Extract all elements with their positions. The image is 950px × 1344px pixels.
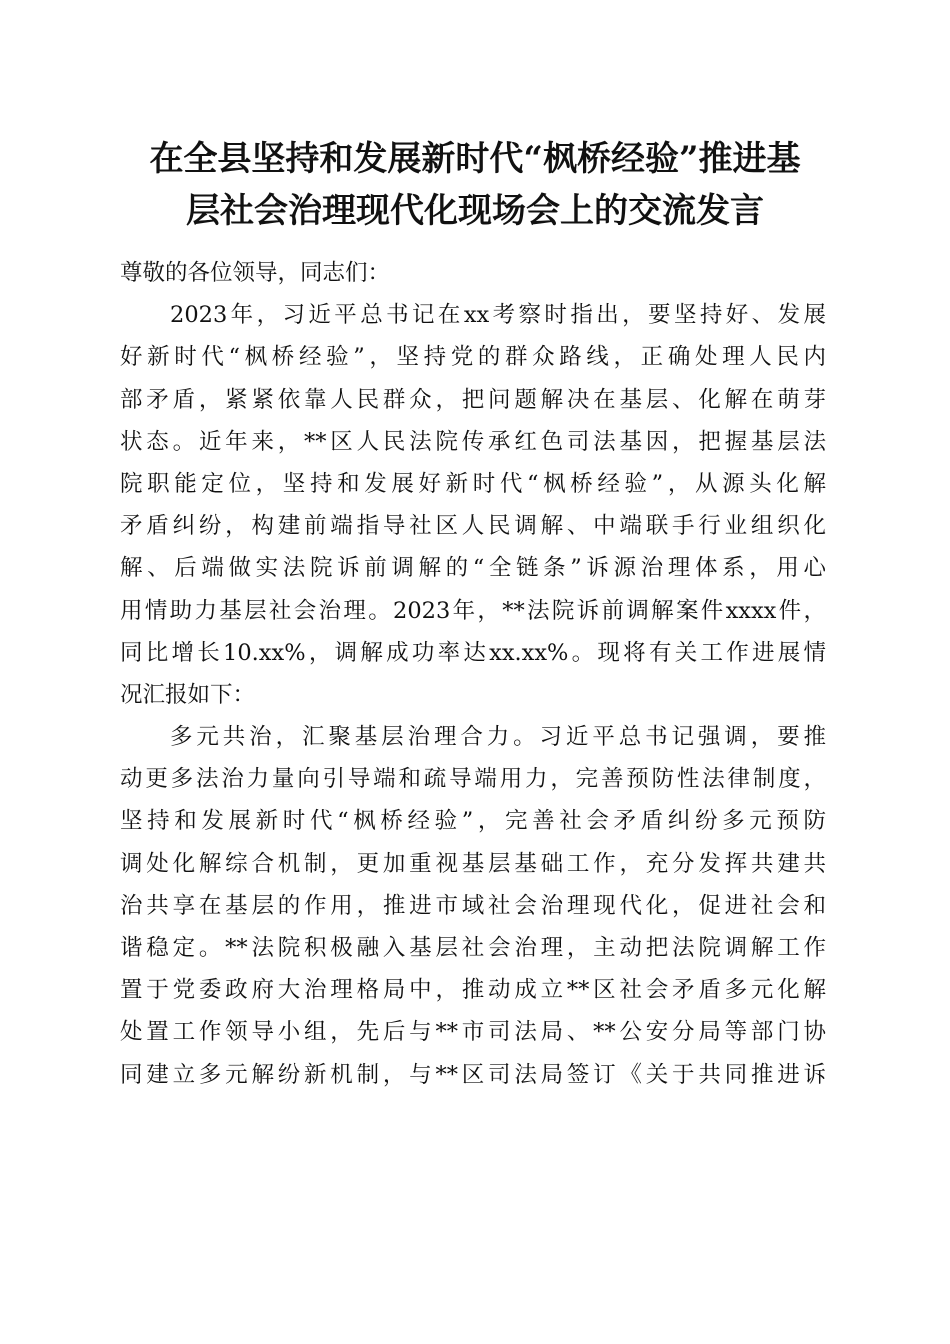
paragraph-2-line-3: 坚持和发展新时代“枫桥经验”，完善社会矛盾纠纷多元预防 [120,808,826,835]
paragraph-2-line-9: 同建立多元解纷新机制，与**区司法局签订《关于共同推进诉 [120,1061,826,1088]
paragraph-1-line-9: 同比增长10.xx%，调解成功率达xx.xx%。现将有关工作进展情 [120,639,826,666]
title-line-1: 在全县坚持和发展新时代“枫桥经验”推进基 [149,139,801,179]
title-line-2: 层社会治理现代化现场会上的交流发言 [186,191,764,231]
paragraph-1-line-5: 院职能定位，坚持和发展好新时代“枫桥经验”，从源头化解 [120,470,826,497]
paragraph-2-line-4: 调处化解综合机制，更加重视基层基础工作，充分发挥共建共 [120,850,826,877]
paragraph-2-line-1: 多元共治，汇聚基层治理合力。习近平总书记强调，要推 [170,724,826,751]
paragraph-1-line-1: 2023年，习近平总书记在xx考察时指出，要坚持好、发展 [170,302,826,329]
paragraph-1-line-8: 用情助力基层社会治理。2023年，**法院诉前调解案件xxxx件， [120,597,826,624]
document-body [120,252,826,1096]
paragraph-1-line-6: 矛盾纠纷，构建前端指导社区人民调解、中端联手行业组织化 [120,513,826,540]
paragraph-2-line-5: 治共享在基层的作用，推进市域社会治理现代化，促进社会和 [120,892,826,919]
paragraph-2-line-2: 动更多法治力量向引导端和疏导端用力，完善预防性法律制度， [120,766,826,793]
paragraph-1-line-10: 况汇报如下： [120,681,256,708]
paragraph-2-line-6: 谐稳定。**法院积极融入基层社会治理，主动把法院调解工作 [120,935,826,961]
document-title [100,133,850,237]
paragraph-2-line-7: 置于党委政府大治理格局中，推动成立**区社会矛盾多元化解 [120,977,826,1004]
paragraph-2-line-8: 处置工作领导小组，先后与**市司法局、**公安分局等部门协 [120,1019,826,1046]
paragraph-1-line-2: 好新时代“枫桥经验”，坚持党的群众路线，正确处理人民内 [120,344,826,371]
paragraph-1-line-4: 状态。近年来，**区人民法院传承红色司法基因，把握基层法 [120,428,826,455]
paragraph-1-line-7: 解、后端做实法院诉前调解的“全链条”诉源治理体系，用心 [120,555,826,582]
salutation: 尊敬的各位领导，同志们： [120,260,391,286]
paragraph-1-line-3: 部矛盾，紧紧依靠人民群众，把问题解决在基层、化解在萌芽 [120,386,826,413]
